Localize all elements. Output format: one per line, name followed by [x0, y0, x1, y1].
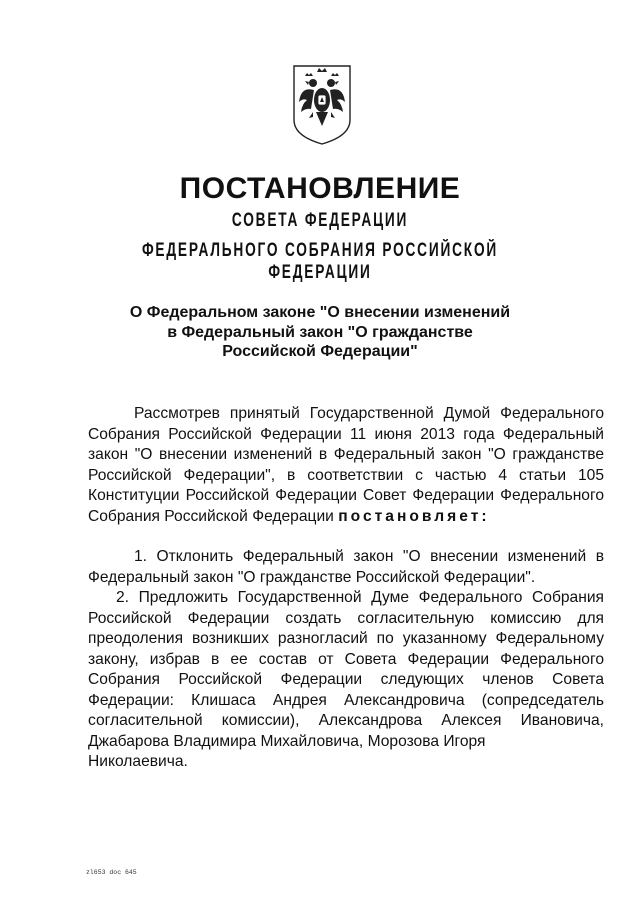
issuer-line-2: ФЕДЕРАЛЬНОГО СОБРАНИЯ РОССИЙСКОЙ ФЕДЕРАЦИИ [141, 240, 499, 283]
decision-item-2: 2. Предложить Государственной Думе Федерального Собрания Российской Федерации создать согласительную комиссию для преодоления возникших разногласий по указанному Федеральному закону, избрав в ее состав от Совета Федерации Федерального Собрания Российской Федерации следующих членов Совета Федерации: Клишаса Андрея Александровича (сопредседатель согласительной комиссии), Александрова Алексея Ивановича, Джабарова Владимира Михайловича, Морозова Игоря [88, 589, 604, 750]
subject-line-2: в Федеральный закон "О гражданстве [167, 323, 473, 341]
document-subject [120, 303, 520, 362]
document-title: ПОСТАНОВЛЕНИЕ [179, 172, 461, 205]
resolves-keyword: постановляет: [338, 507, 490, 525]
footer-code: zl653 doc 645 [86, 869, 137, 876]
decision-item-2-end: Николаевича. [88, 753, 188, 770]
preamble-paragraph [88, 404, 604, 527]
preamble-text: Рассмотрев принятый Государственной Думой Федерального Собрания Российской Федерации 11 июня 2013 года Федеральный закон "О внесении изменений в Федеральный закон "О гражданстве Российской Федерации", в соответствии с частью 4 статьи 105 Конституции Российской Федерации Совет Федерации Федерального Собрания Российской Федерации [88, 405, 604, 525]
subject-line-1: О Федеральном законе "О внесении изменений [129, 304, 511, 321]
decision-item-1: 1. Отклонить Федеральный закон "О внесении изменений в Федеральный закон "О гражданстве Российской Федерации". [88, 548, 604, 586]
coat-of-arms-icon [291, 62, 353, 146]
subject-line-3: Российской Федерации" [222, 343, 418, 360]
issuer-line-1: СОВЕТА ФЕДЕРАЦИИ [231, 210, 409, 231]
document-body [88, 404, 604, 773]
